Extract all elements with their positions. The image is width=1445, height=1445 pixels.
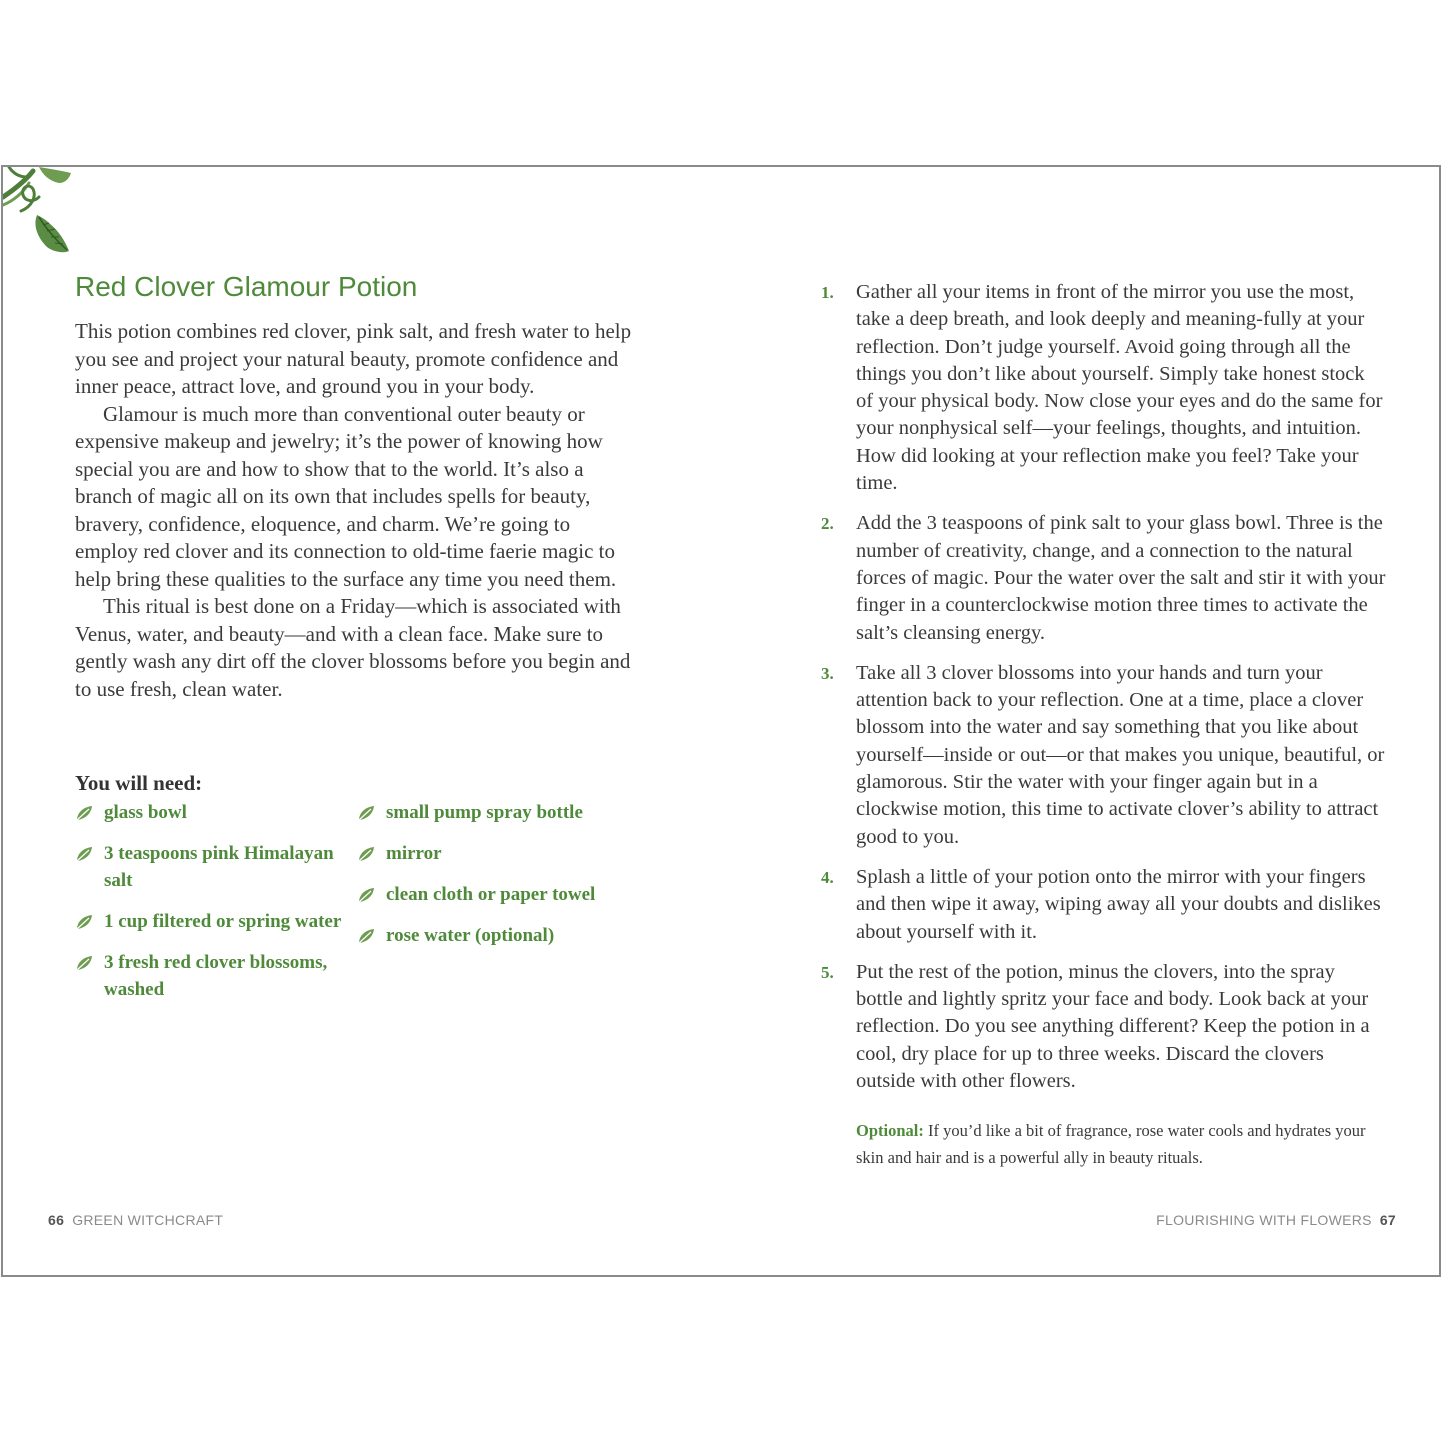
supply-item — [357, 922, 627, 949]
left-running-title: GREEN WITCHCRAFT — [72, 1212, 224, 1228]
right-page-footer — [1156, 1212, 1396, 1228]
book-spread — [1, 165, 1441, 1277]
step-item — [821, 510, 1386, 646]
step-text: Gather all your items in front of the mirror you use the most, take a deep breath, and look deeply and meaning-fully at your reflection. Don’t judge yourself. Avoid going through all the things you don’t like about yourself. Simply take honest stock of your physical body. Now close your eyes and do the same for your nonphysical self—your feelings, thoughts, and intuition. How did looking at your reflection make you feel? Take your time. — [856, 281, 1383, 495]
vine-ornament-icon — [3, 167, 73, 257]
intro-text — [75, 318, 635, 703]
step-text: Take all 3 clover blossoms into your hands and turn your attention back to your reflection. One at a time, place a clover blossom into the water and say something that you like about yourself—inside or out—or that makes you unique, beautiful, or glamorous. Stir the water with your finger again but in a clockwise motion, this time to activate clover’s ability to attract good to you. — [856, 661, 1385, 848]
leaf-icon — [357, 928, 375, 944]
supplies-heading: You will need: — [75, 771, 203, 795]
supply-item — [75, 908, 345, 935]
supply-item-label: 1 cup filtered or spring water — [104, 911, 342, 932]
step-number: 2. — [821, 514, 834, 534]
supply-item — [75, 799, 345, 826]
supply-item-label: 3 teaspoons pink Himalayan salt — [104, 843, 334, 891]
optional-note — [856, 1117, 1376, 1171]
supply-item — [75, 840, 345, 894]
supply-item — [75, 949, 345, 1003]
left-page-footer — [48, 1212, 223, 1228]
right-running-title: FLOURISHING WITH FLOWERS — [1156, 1212, 1372, 1228]
steps-list — [821, 279, 1386, 1108]
supply-item — [357, 799, 627, 826]
supply-item-label: rose water (optional) — [386, 925, 555, 946]
step-text: Put the rest of the potion, minus the clovers, into the spray bottle and lightly spritz your face and body. Look back at your reflection. Do you see anything different? Keep the potion in a cool, dry place for up to three weeks. Discard the clovers outside with other flowers. — [856, 960, 1370, 1093]
optional-label: Optional: — [856, 1121, 924, 1140]
supply-item-label: clean cloth or paper towel — [386, 884, 596, 905]
supply-item — [357, 881, 627, 908]
optional-text: If you’d like a bit of fragrance, rose water cools and hydrates your skin and hair and is a powerful ally in beauty rituals. — [856, 1121, 1366, 1167]
step-item — [821, 864, 1386, 946]
supply-item — [357, 840, 627, 867]
leaf-icon — [357, 887, 375, 903]
recipe-title: Red Clover Glamour Potion — [75, 271, 418, 302]
leaf-icon — [357, 846, 375, 862]
intro-paragraph: This potion combines red clover, pink salt, and fresh water to help you see and project your natural beauty, promote confidence and inner peace, attract love, and ground you in your body. — [75, 319, 632, 398]
step-text: Add the 3 teaspoons of pink salt to your glass bowl. Three is the number of creativity, change, and a connection to the natural forces of magic. Pour the water over the salt and stir it with your finger in a counterclockwise motion three times to activate the salt’s cleansing energy. — [856, 512, 1386, 644]
step-text: Splash a little of your potion onto the mirror with your fingers and then wipe it away, wiping away all your doubts and dislikes about yourself with it. — [856, 865, 1381, 943]
leaf-icon — [357, 805, 375, 821]
left-page-number: 66 — [48, 1212, 65, 1228]
supply-item-label: glass bowl — [104, 802, 187, 823]
supply-item-label: mirror — [386, 843, 442, 864]
step-number: 5. — [821, 962, 834, 982]
supplies-list-right — [357, 799, 627, 963]
leaf-icon — [75, 805, 93, 821]
intro-paragraph: Glamour is much more than conventional outer beauty or expensive makeup and jewelry; it’s the power of knowing how special you are and how to show that to the world. It’s also a branch of magic all on its own that includes spells for beauty, bravery, confidence, eloquence, and charm. We’re going to employ red clover and its connection to old-time faerie magic to help bring these qualities to the surface any time you need them. — [75, 401, 617, 591]
leaf-icon — [75, 846, 93, 862]
step-number: 3. — [821, 663, 834, 683]
leaf-icon — [75, 955, 93, 971]
step-item — [821, 279, 1386, 497]
step-item — [821, 660, 1386, 851]
intro-paragraph: This ritual is best done on a Friday—which is associated with Venus, water, and beauty—and with a clean face. Make sure to gently wash any dirt off the clover blossoms before you begin and to use fresh, clean water. — [75, 594, 631, 701]
supplies-list-left — [75, 799, 345, 1017]
right-page-number: 67 — [1379, 1212, 1396, 1228]
step-number: 1. — [821, 283, 834, 302]
step-item — [821, 959, 1386, 1095]
supply-item-label: 3 fresh red clover blossoms, washed — [104, 952, 328, 1000]
leaf-icon — [75, 914, 93, 930]
supply-item-label: small pump spray bottle — [386, 802, 583, 823]
step-number: 4. — [821, 867, 834, 887]
